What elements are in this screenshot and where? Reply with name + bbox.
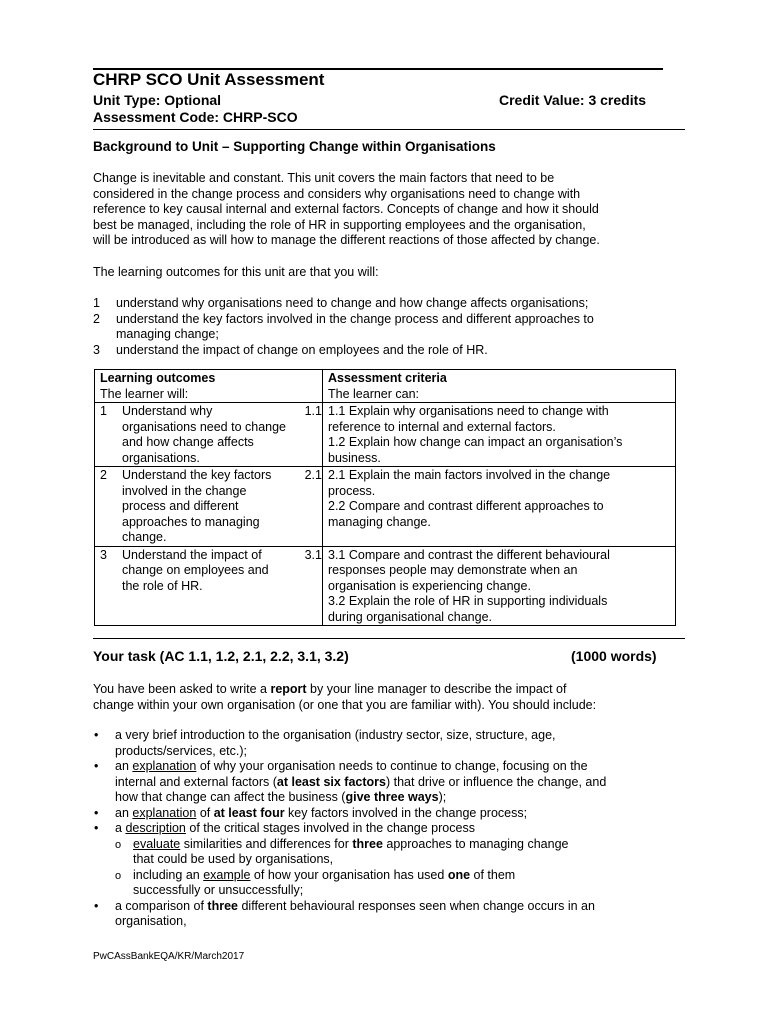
item-bold: one xyxy=(447,867,471,882)
item-text: a comparison of xyxy=(115,898,208,913)
outcome-number: 1 xyxy=(93,296,100,310)
item-text: of why your organisation needs to continue to change, focusing on the xyxy=(196,759,588,773)
para-line: considered in the change process and considers why organisations need to change with xyxy=(93,186,581,201)
item-text: approaches to managing change xyxy=(382,836,569,851)
crit-line: managing change. xyxy=(328,514,431,529)
criteria-cell xyxy=(323,403,676,467)
lo-line: change. xyxy=(122,530,167,544)
ac-ref: 1.1 xyxy=(304,404,322,418)
outcome-item xyxy=(93,296,683,312)
ac-ref: 2.1 xyxy=(304,468,322,482)
header-cell xyxy=(95,370,323,403)
sub-list-item xyxy=(71,837,685,868)
item-bold: at least six factors xyxy=(276,774,386,789)
outcomes-list xyxy=(93,296,683,358)
header-cell xyxy=(323,370,676,403)
crit-line: business. xyxy=(328,450,381,465)
item-text: of xyxy=(196,805,214,820)
outcomes-intro: The learning outcomes for this unit are that you will: xyxy=(93,265,379,279)
task-rule xyxy=(93,638,685,639)
crit-line: process. xyxy=(328,483,376,498)
header-rule xyxy=(93,129,685,130)
lo-line: the role of HR. xyxy=(122,578,203,593)
para-line: reference to key causal internal and external factors. Concepts of change and how it should xyxy=(93,202,599,216)
bullet-icon: • xyxy=(94,759,99,773)
lo-line: Understand why xyxy=(122,404,213,418)
list-item xyxy=(93,821,685,837)
item-underline: explanation xyxy=(132,805,197,820)
item-underline: example xyxy=(203,867,251,882)
crit-line: organisation is experiencing change. xyxy=(328,578,531,593)
document-title: CHRP SCO Unit Assessment xyxy=(93,70,325,89)
intro-text: You have been asked to write a xyxy=(93,682,271,696)
outcome-text: understand the impact of change on employees and the role of HR. xyxy=(116,342,488,357)
outcome-text: understand the key factors involved in the change process and different approaches to xyxy=(116,311,594,326)
item-bold: three xyxy=(352,836,383,851)
table-row xyxy=(95,467,676,547)
item-text: of them xyxy=(470,867,516,882)
outcome-item xyxy=(93,343,683,359)
item-text: ); xyxy=(438,790,447,804)
item-line: organisation, xyxy=(115,914,187,928)
footer-code: PwCAssBankEQA/KR/March2017 xyxy=(93,951,245,962)
bullet-icon: • xyxy=(94,821,99,835)
item-bold: give three ways xyxy=(345,790,439,804)
crit-line: 3.2 Explain the role of HR in supporting individuals xyxy=(328,594,608,608)
item-underline: description xyxy=(125,821,186,835)
assessment-code: Assessment Code: CHRP-SCO xyxy=(93,109,298,125)
criteria-cell xyxy=(323,546,676,626)
item-bold: three xyxy=(207,898,238,913)
item-text: ) that drive or influence the change, and xyxy=(385,774,607,789)
table-row xyxy=(95,403,676,467)
crit-line: during organisational change. xyxy=(328,609,493,624)
item-line: products/services, etc.); xyxy=(115,743,247,758)
lo-line: involved in the change xyxy=(122,483,247,498)
lo-line: organisations. xyxy=(122,450,200,465)
background-heading: Background to Unit – Supporting Change within Organisations xyxy=(93,139,496,154)
item-text: internal and external factors ( xyxy=(115,774,277,789)
crit-line: 2.2 Compare and contrast different approaches to xyxy=(328,499,604,513)
crit-line: responses people may demonstrate when an xyxy=(328,563,578,577)
item-line: that could be used by organisations, xyxy=(133,852,334,866)
credit-value: Credit Value: 3 credits xyxy=(499,92,647,108)
item-underline: evaluate xyxy=(133,836,181,851)
word-count: (1000 words) xyxy=(571,648,657,664)
intro-text: by your line manager to describe the impact of xyxy=(306,682,567,696)
bullet-icon: • xyxy=(94,728,99,742)
outcome-item xyxy=(93,312,683,343)
row-number: 3 xyxy=(100,547,107,562)
crit-line: 1.2 Explain how change can impact an organisation’s xyxy=(328,435,623,449)
table-row xyxy=(95,546,676,626)
lo-line: Understand the key factors xyxy=(122,468,272,482)
col-header: Assessment criteria xyxy=(328,371,447,385)
intro-line: change within your own organisation (or one that you are familiar with). You should include: xyxy=(93,697,597,712)
lo-line: approaches to managing xyxy=(122,514,260,529)
lo-line: Understand the impact of xyxy=(122,547,262,562)
item-text: of how your organisation has used xyxy=(250,867,448,882)
crit-line: 3.1 Compare and contrast the different behavioural xyxy=(328,547,610,562)
item-text: an xyxy=(115,759,133,773)
para-line: Change is inevitable and constant. This unit covers the main factors that need to be xyxy=(93,171,555,185)
col-subheader: The learner can: xyxy=(328,386,420,401)
outcome-cell xyxy=(95,467,323,547)
lo-line: process and different xyxy=(122,499,239,513)
item-text: how that change can affect the business ( xyxy=(115,790,346,804)
para-line: will be introduced as will how to manage the different reactions of those affected by change. xyxy=(93,233,600,247)
col-subheader: The learner will: xyxy=(100,386,189,401)
sub-bullet-icon: o xyxy=(115,838,122,851)
lo-line: change on employees and xyxy=(122,563,269,577)
list-item xyxy=(93,759,685,806)
para-line: best be managed, including the role of HR in supporting employees and the organisation, xyxy=(93,217,586,232)
bullet-icon: • xyxy=(94,898,99,913)
item-underline: explanation xyxy=(132,759,197,773)
crit-line: 2.1 Explain the main factors involved in the change xyxy=(328,468,611,482)
lo-line: and how change affects xyxy=(122,435,254,449)
outcome-text: managing change; xyxy=(116,327,219,341)
ac-ref: 3.1 xyxy=(304,547,322,562)
table-header-row xyxy=(95,370,676,403)
learning-outcomes-table xyxy=(94,369,676,626)
outcome-cell xyxy=(95,403,323,467)
task-intro xyxy=(93,682,685,713)
item-text: of the critical stages involved in the change process xyxy=(185,821,475,835)
bullet-icon: • xyxy=(94,805,99,820)
list-item xyxy=(93,899,685,930)
item-text: an xyxy=(115,805,133,820)
intro-bold: report xyxy=(270,682,307,696)
item-text: similarities and differences for xyxy=(180,836,353,851)
outcome-number: 2 xyxy=(93,311,100,326)
crit-line: reference to internal and external factors. xyxy=(328,419,556,434)
item-text: key factors involved in the change process; xyxy=(284,805,528,820)
sub-list-item xyxy=(71,868,685,899)
col-header: Learning outcomes xyxy=(100,371,216,385)
outcome-text: understand why organisations need to change and how change affects organisations; xyxy=(116,296,589,310)
task-bullets xyxy=(93,728,685,930)
list-item xyxy=(93,728,685,759)
sub-bullet-icon: o xyxy=(115,869,122,882)
item-line: successfully or unsuccessfully; xyxy=(133,883,304,897)
background-paragraph xyxy=(93,171,683,249)
row-number: 1 xyxy=(100,404,107,418)
item-text: different behavioural responses seen when change occurs in an xyxy=(238,898,595,913)
item-line: a very brief introduction to the organisation (industry sector, size, structure, age, xyxy=(115,728,556,742)
item-text: including an xyxy=(133,867,204,882)
outcome-cell xyxy=(95,546,323,626)
criteria-cell xyxy=(323,467,676,547)
task-heading: Your task (AC 1.1, 1.2, 2.1, 2.2, 3.1, 3.2) xyxy=(93,648,349,664)
list-item xyxy=(93,806,685,822)
outcome-number: 3 xyxy=(93,342,100,357)
unit-type: Unit Type: Optional xyxy=(93,92,222,108)
lo-line: organisations need to change xyxy=(122,419,287,434)
item-bold: at least four xyxy=(213,805,285,820)
item-text: a xyxy=(115,821,126,835)
row-number: 2 xyxy=(100,468,107,482)
crit-line: 1.1 Explain why organisations need to change with xyxy=(328,404,609,418)
